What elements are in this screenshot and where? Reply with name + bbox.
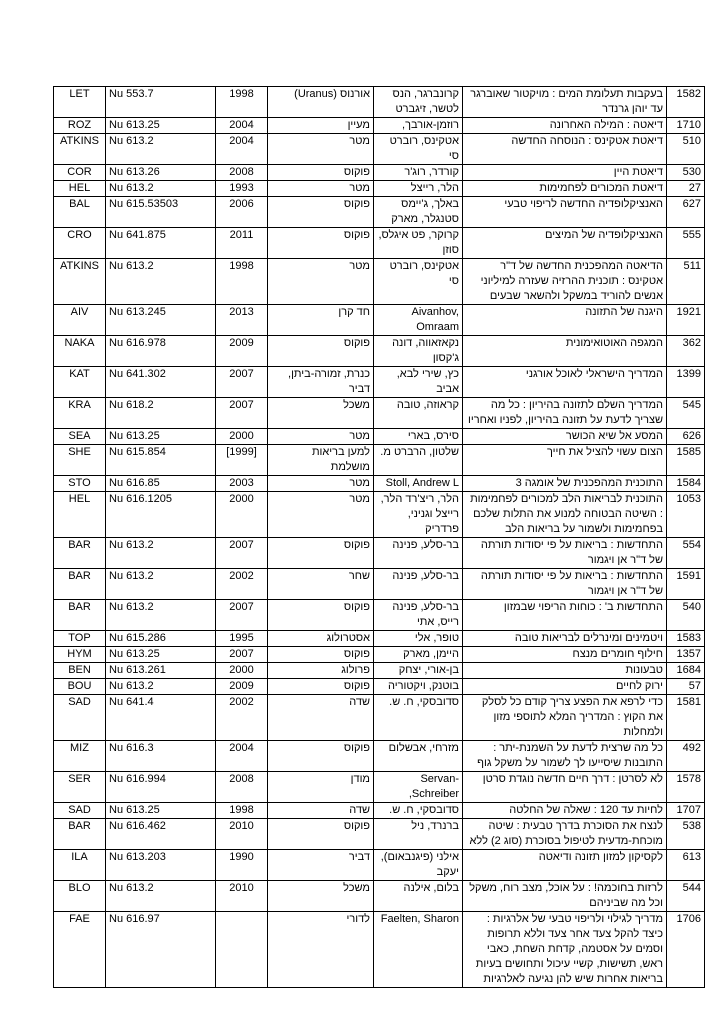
classification-cell: Nu 616.978 (106, 336, 216, 367)
call-code-cell: ROZ (54, 118, 106, 134)
year-cell: 2007 (216, 398, 268, 429)
call-code-cell: LET (54, 87, 106, 118)
title-cell: כל מה שרצית לדעת על השמנת-יתר : התובנות שיסייעו לך לשמור על משקל גוף (463, 741, 667, 772)
classification-cell: Nu 616.3 (106, 741, 216, 772)
title-cell: לנצח את הסוכרת בדרך טבעית : שיטה מוכחת-מדעית לטיפול בסוכרת (סוג 2) ללא (463, 819, 667, 850)
author-cell: בר-סלע, פנינה (374, 569, 463, 600)
call-code-cell: STO (54, 476, 106, 492)
table-row (54, 336, 705, 367)
record-id-cell: 1053 (667, 492, 705, 538)
publisher-cell: מטר (268, 476, 374, 492)
author-cell: בוטנק, ויקטוריה (374, 679, 463, 695)
title-cell: האנציקלופדיה החדשה לריפוי טבעי (463, 197, 667, 228)
call-code-cell: SAD (54, 803, 106, 819)
publisher-cell: כנרת, זמורה-ביתן, דביר (268, 367, 374, 398)
title-cell: התחדשות : בריאות על פי יסודות תורתה של ד"ר אן ויגמור (463, 569, 667, 600)
author-cell: Servan-Schreiber, (374, 772, 463, 803)
title-cell: דיאטת אטקינס : הנוסחה החדשה (463, 134, 667, 165)
year-cell: 2000 (216, 429, 268, 445)
title-cell: התחדשות ב' : כוחות הריפוי שבמזון (463, 600, 667, 631)
table-row (54, 197, 705, 228)
classification-cell: Nu 615.286 (106, 631, 216, 647)
call-code-cell: BAR (54, 538, 106, 569)
title-cell: דיאטה : המילה האחרונה (463, 118, 667, 134)
call-code-cell: AIV (54, 305, 106, 336)
author-cell: אילני (פיגנבאום), יעקב (374, 850, 463, 881)
publisher-cell: פוקוס (268, 679, 374, 695)
publisher-cell: שחר (268, 569, 374, 600)
publisher-cell: פרולוג (268, 663, 374, 679)
record-id-cell: 1684 (667, 663, 705, 679)
call-code-cell: SER (54, 772, 106, 803)
classification-cell: Nu 613.25 (106, 647, 216, 663)
classification-cell: Nu 616.85 (106, 476, 216, 492)
record-id-cell: 492 (667, 741, 705, 772)
year-cell: 2007 (216, 600, 268, 631)
publisher-cell: מטר (268, 134, 374, 165)
call-code-cell: BAR (54, 600, 106, 631)
year-cell: 2006 (216, 197, 268, 228)
call-code-cell: HEL (54, 181, 106, 197)
author-cell: באלך, ג'יימס סטנגלר, מארק (374, 197, 463, 228)
title-cell: המדריך הישראלי לאוכל אורגני (463, 367, 667, 398)
title-cell: לרזות בחוכמה! : על אוכל, מצב רוח, משקל וכל מה שביניהם (463, 881, 667, 912)
title-cell: האנציקלופדיה של המיצים (463, 228, 667, 259)
author-cell: קרונברגר, הנס לטשר, זיגברט (374, 87, 463, 118)
classification-cell: Nu 616.1205 (106, 492, 216, 538)
year-cell: 1998 (216, 259, 268, 305)
table-row (54, 228, 705, 259)
call-code-cell: KRA (54, 398, 106, 429)
publisher-cell: למען בריאות מושלמת (268, 445, 374, 476)
author-cell: סדובסקי, ח. ש. (374, 695, 463, 741)
call-code-cell: BAR (54, 819, 106, 850)
year-cell: 2004 (216, 741, 268, 772)
author-cell: בר-סלע, פנינה (374, 538, 463, 569)
year-cell: 2011 (216, 228, 268, 259)
author-cell: בלום, אילנה (374, 881, 463, 912)
table-row (54, 912, 705, 988)
call-code-cell: ATKINS (54, 134, 106, 165)
year-cell: 1998 (216, 87, 268, 118)
year-cell: 2000 (216, 663, 268, 679)
title-cell: התחדשות : בריאות על פי יסודות תורתה של ד"ר אן ויגמור (463, 538, 667, 569)
title-cell: התוכנית המהפכנית של אומגה 3 (463, 476, 667, 492)
record-id-cell: 1584 (667, 476, 705, 492)
table-row (54, 492, 705, 538)
classification-cell: Nu 613.2 (106, 134, 216, 165)
classification-cell: Nu 553.7 (106, 87, 216, 118)
author-cell: מזרחי, אבשלום (374, 741, 463, 772)
call-code-cell: SEA (54, 429, 106, 445)
author-cell: קראוזה, טובה (374, 398, 463, 429)
year-cell: 1995 (216, 631, 268, 647)
title-cell: טבעונות (463, 663, 667, 679)
record-id-cell: 1921 (667, 305, 705, 336)
year-cell: 2010 (216, 819, 268, 850)
publisher-cell: פוקוס (268, 165, 374, 181)
call-code-cell: ILA (54, 850, 106, 881)
classification-cell: Nu 613.245 (106, 305, 216, 336)
year-cell: 2004 (216, 134, 268, 165)
title-cell: המדריך השלם לתזונה בהיריון : כל מה שצריך לדעת על תזונה בהיריון, לפניו ואחריו (463, 398, 667, 429)
table-row (54, 305, 705, 336)
catalog-rows (54, 87, 705, 988)
table-row (54, 181, 705, 197)
record-id-cell: 1357 (667, 647, 705, 663)
publisher-cell: פוקוס (268, 538, 374, 569)
call-code-cell: TOP (54, 631, 106, 647)
title-cell: הצום עשוי להציל את חייך (463, 445, 667, 476)
publisher-cell: אורנוס (Uranus) (268, 87, 374, 118)
publisher-cell: שדה (268, 695, 374, 741)
classification-cell: Nu 615.53503 (106, 197, 216, 228)
title-cell: דיאטת היין (463, 165, 667, 181)
author-cell: בן-אורי, יצחק (374, 663, 463, 679)
record-id-cell: 545 (667, 398, 705, 429)
author-cell: טופר, אלי (374, 631, 463, 647)
author-cell: סירס, בארי (374, 429, 463, 445)
publisher-cell: מטר (268, 429, 374, 445)
title-cell: דיאטת המכורים לפחמימות (463, 181, 667, 197)
table-row (54, 772, 705, 803)
record-id-cell: 538 (667, 819, 705, 850)
classification-cell: Nu 618.2 (106, 398, 216, 429)
author-cell: רוזמן-אורבך, (374, 118, 463, 134)
record-id-cell: 510 (667, 134, 705, 165)
publisher-cell: פוקוס (268, 228, 374, 259)
classification-cell: Nu 613.25 (106, 803, 216, 819)
table-row (54, 647, 705, 663)
title-cell: בעקבות תעלומת המים : מויקטור שאוברגר עד יוהן גרנדר (463, 87, 667, 118)
publisher-cell: משכל (268, 398, 374, 429)
table-row (54, 118, 705, 134)
classification-cell: Nu 641.4 (106, 695, 216, 741)
author-cell: שלטון, הרברט מ. (374, 445, 463, 476)
author-cell: ברנרד, ניל (374, 819, 463, 850)
call-code-cell: KAT (54, 367, 106, 398)
record-id-cell: 540 (667, 600, 705, 631)
year-cell: 2007 (216, 367, 268, 398)
author-cell: Aivanhov, Omraam (374, 305, 463, 336)
author-cell: היימן, מארק (374, 647, 463, 663)
call-code-cell: BAL (54, 197, 106, 228)
record-id-cell: 554 (667, 538, 705, 569)
record-id-cell: 627 (667, 197, 705, 228)
classification-cell: Nu 616.462 (106, 819, 216, 850)
record-id-cell: 555 (667, 228, 705, 259)
year-cell: 2010 (216, 881, 268, 912)
title-cell: הדיאטה המהפכנית החדשה של ד"ר אטקינס : תוכנית ההרזיה שעזרה למיליוני אנשים להוריד במשקל ולהשאר שבעים (463, 259, 667, 305)
year-cell: 2008 (216, 772, 268, 803)
record-id-cell: 1585 (667, 445, 705, 476)
year-cell (216, 912, 268, 988)
author-cell: אטקינס, רוברט סי (374, 259, 463, 305)
table-row (54, 741, 705, 772)
record-id-cell: 530 (667, 165, 705, 181)
title-cell: המגפה האוטואימונית (463, 336, 667, 367)
title-cell: המסע אל שיא הכושר (463, 429, 667, 445)
year-cell: 2003 (216, 476, 268, 492)
classification-cell: Nu 613.25 (106, 429, 216, 445)
table-row (54, 367, 705, 398)
year-cell: 2007 (216, 538, 268, 569)
table-row (54, 87, 705, 118)
year-cell: 2002 (216, 569, 268, 600)
call-code-cell: BLO (54, 881, 106, 912)
year-cell: 1990 (216, 850, 268, 881)
publisher-cell: פוקוס (268, 647, 374, 663)
table-row (54, 429, 705, 445)
classification-cell: Nu 613.2 (106, 569, 216, 600)
classification-cell: Nu 613.2 (106, 259, 216, 305)
table-row (54, 445, 705, 476)
table-row (54, 134, 705, 165)
publisher-cell: מעיין (268, 118, 374, 134)
table-row (54, 881, 705, 912)
author-cell: הלר, ריצ'רד הלר, רייצל וגניני, פרדריק (374, 492, 463, 538)
classification-cell: Nu 616.97 (106, 912, 216, 988)
call-code-cell: FAE (54, 912, 106, 988)
table-row (54, 679, 705, 695)
classification-cell: Nu 641.302 (106, 367, 216, 398)
title-cell: מדריך לגילוי ולריפוי טבעי של אלרגיות : כיצד להקל צעד אחר צעד וללא תרופות וסמים על אסטמה, קדחת השחת, כאבי ראש, תשישות, קשיי עיכול ותחושים בעיות בריאות אחרות שיש להן נגיעה לאלרגיות (463, 912, 667, 988)
publisher-cell: פוקוס (268, 197, 374, 228)
year-cell: 2009 (216, 679, 268, 695)
publisher-cell: דביר (268, 850, 374, 881)
title-cell: לחיות עד 120 : שאלה של החלטה (463, 803, 667, 819)
record-id-cell: 1707 (667, 803, 705, 819)
classification-cell: Nu 613.203 (106, 850, 216, 881)
classification-cell: Nu 613.2 (106, 538, 216, 569)
classification-cell: Nu 613.25 (106, 118, 216, 134)
title-cell: היגנה של התזונה (463, 305, 667, 336)
publisher-cell: פוקוס (268, 336, 374, 367)
author-cell: הלר, רייצל (374, 181, 463, 197)
classification-cell: Nu 613.2 (106, 181, 216, 197)
title-cell: ויטמינים ומינרלים לבריאות טובה (463, 631, 667, 647)
author-cell: נקאזאווה, דונה ג'קסון (374, 336, 463, 367)
record-id-cell: 1710 (667, 118, 705, 134)
call-code-cell: SHE (54, 445, 106, 476)
year-cell: 1998 (216, 803, 268, 819)
call-code-cell: ATKINS (54, 259, 106, 305)
record-id-cell: 1399 (667, 367, 705, 398)
title-cell: ירוק לחיים (463, 679, 667, 695)
publisher-cell: לדורי (268, 912, 374, 988)
call-code-cell: MIZ (54, 741, 106, 772)
publisher-cell: מטר (268, 492, 374, 538)
author-cell: Stoll, Andrew L (374, 476, 463, 492)
record-id-cell: 613 (667, 850, 705, 881)
table-row (54, 850, 705, 881)
catalog-table (53, 86, 705, 988)
record-id-cell: 626 (667, 429, 705, 445)
table-row (54, 803, 705, 819)
classification-cell: Nu 641.875 (106, 228, 216, 259)
year-cell: 2009 (216, 336, 268, 367)
call-code-cell: HYM (54, 647, 106, 663)
call-code-cell: SAD (54, 695, 106, 741)
call-code-cell: BOU (54, 679, 106, 695)
table-row (54, 476, 705, 492)
table-row (54, 631, 705, 647)
table-row (54, 819, 705, 850)
author-cell: אטקינס, רוברט סי (374, 134, 463, 165)
year-cell: 2002 (216, 695, 268, 741)
table-row (54, 538, 705, 569)
record-id-cell: 1591 (667, 569, 705, 600)
call-code-cell: BAR (54, 569, 106, 600)
author-cell: בר-סלע, פנינה רייס, אתי (374, 600, 463, 631)
table-row (54, 165, 705, 181)
table-row (54, 398, 705, 429)
record-id-cell: 1583 (667, 631, 705, 647)
table-row (54, 663, 705, 679)
author-cell: Faelten, Sharon (374, 912, 463, 988)
publisher-cell: משכל (268, 881, 374, 912)
record-id-cell: 27 (667, 181, 705, 197)
record-id-cell: 362 (667, 336, 705, 367)
publisher-cell: אסטרולוג (268, 631, 374, 647)
year-cell: 2000 (216, 492, 268, 538)
call-code-cell: BEN (54, 663, 106, 679)
table-row (54, 259, 705, 305)
classification-cell: Nu 613.2 (106, 881, 216, 912)
author-cell: סדובסקי, ח. ש. (374, 803, 463, 819)
title-cell: חילוף חומרים מנצח (463, 647, 667, 663)
record-id-cell: 1706 (667, 912, 705, 988)
classification-cell: Nu 613.2 (106, 600, 216, 631)
year-cell: [1999] (216, 445, 268, 476)
publisher-cell: מודן (268, 772, 374, 803)
classification-cell: Nu 613.261 (106, 663, 216, 679)
table-row (54, 569, 705, 600)
record-id-cell: 1578 (667, 772, 705, 803)
call-code-cell: HEL (54, 492, 106, 538)
title-cell: לקסיקון למזון תזונה ודיאטה (463, 850, 667, 881)
record-id-cell: 1582 (667, 87, 705, 118)
publisher-cell: חד קרן (268, 305, 374, 336)
year-cell: 2004 (216, 118, 268, 134)
record-id-cell: 511 (667, 259, 705, 305)
publisher-cell: מטר (268, 181, 374, 197)
publisher-cell: מטר (268, 259, 374, 305)
year-cell: 2013 (216, 305, 268, 336)
record-id-cell: 1581 (667, 695, 705, 741)
classification-cell: Nu 615.854 (106, 445, 216, 476)
publisher-cell: פוקוס (268, 600, 374, 631)
record-id-cell: 544 (667, 881, 705, 912)
author-cell: כץ, שירי לבא, אביב (374, 367, 463, 398)
title-cell: לא לסרטן : דרך חיים חדשה נוגדת סרטן (463, 772, 667, 803)
classification-cell: Nu 613.26 (106, 165, 216, 181)
call-code-cell: CRO (54, 228, 106, 259)
call-code-cell: NAKA (54, 336, 106, 367)
record-id-cell: 57 (667, 679, 705, 695)
table-row (54, 695, 705, 741)
publisher-cell: שדה (268, 803, 374, 819)
classification-cell: Nu 616.994 (106, 772, 216, 803)
classification-cell: Nu 613.2 (106, 679, 216, 695)
year-cell: 2008 (216, 165, 268, 181)
title-cell: כדי לרפא את הפצע צריך קודם כל לסלק את הקוץ : המדריך המלא לתוספי מזון ולמחלות (463, 695, 667, 741)
year-cell: 2007 (216, 647, 268, 663)
publisher-cell: פוקוס (268, 819, 374, 850)
table-row (54, 600, 705, 631)
author-cell: קרוקר, פט איגלס, סוזן (374, 228, 463, 259)
publisher-cell: פוקוס (268, 741, 374, 772)
title-cell: התוכנית לבריאות הלב למכורים לפחמימות : השיטה הבטוחה למנוע את התלות שלכם בפחמימות ולשמור על בריאות הלב (463, 492, 667, 538)
call-code-cell: COR (54, 165, 106, 181)
year-cell: 1993 (216, 181, 268, 197)
author-cell: קורדר, רוג'ר (374, 165, 463, 181)
